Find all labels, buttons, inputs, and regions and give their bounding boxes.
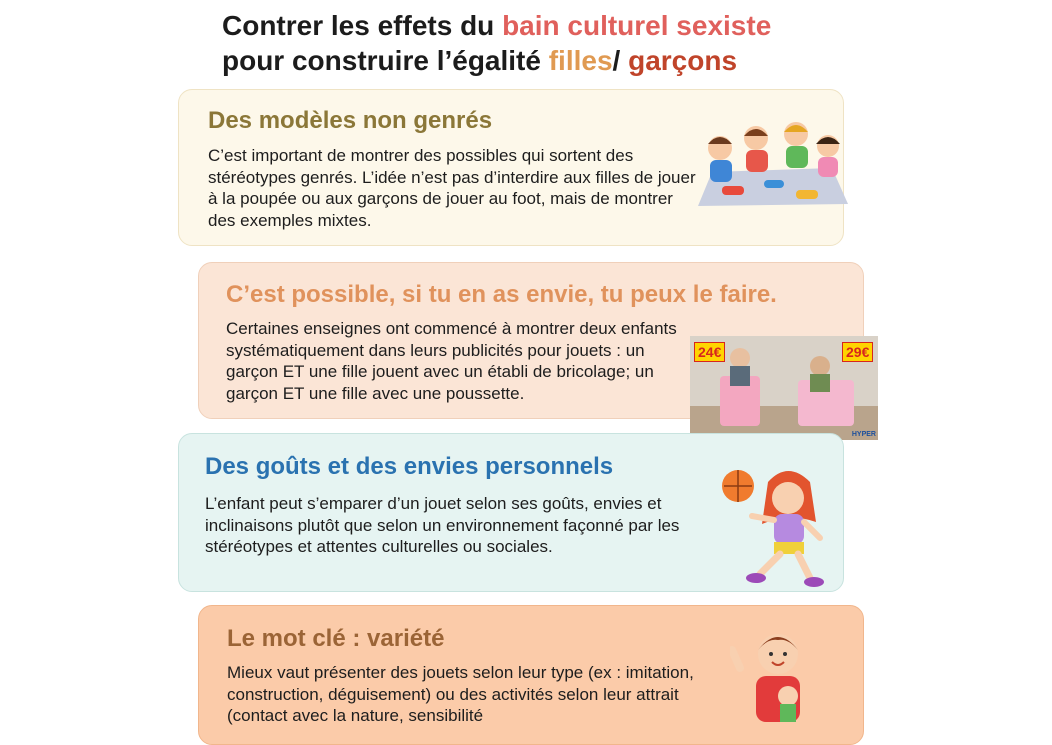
card-body: Mieux vaut présenter des jouets selon leur type (ex : imitation, construction, déguisement) ou des activités selon leur attrait (contact avec la nature, sensibilité [227, 663, 694, 725]
card-body: C’est important de montrer des possibles qui sortent des stéréotypes genrés. L’idée n’est pas d’interdire aux filles de jouer à la poupée ou aux garçons de jouer au foot, mais de montrer des exemples mixtes. [208, 146, 696, 230]
card-body: L’enfant peut s’emparer d’un jouet selon ses goûts, envies et inclinaisons plutôt que selon un environnement façonné par les stéréotypes et attentes culturelles ou sociales. [205, 494, 680, 556]
title-highlight-garcons: garçons [628, 45, 738, 76]
title-text: Contrer les effets du [222, 10, 503, 41]
price-tag-right: 29€ [842, 342, 873, 362]
title-highlight-culture: bain culturel sexiste [502, 10, 772, 41]
card-heading: Des goûts et des envies personnels [205, 453, 614, 480]
price-tag-left: 24€ [694, 342, 725, 362]
children-playing-illustration [692, 112, 850, 208]
card-body: Certaines enseignes ont commencé à montrer deux enfants systématiquement dans leurs publicités pour jouets : un garçon ET une fille jouent avec un établi de bricolage; un garçon ET une fille avec une poussette. [226, 319, 677, 403]
card-heading: C’est possible, si tu en as envie, tu peux le faire. [226, 281, 777, 308]
page-title [222, 8, 771, 78]
title-line-2 [222, 43, 771, 78]
boy-with-doll-illustration [730, 628, 822, 722]
card-heading: Le mot clé : variété [227, 625, 445, 652]
girl-basketball-illustration [716, 462, 836, 588]
brand-label: HYPER [851, 431, 876, 438]
title-separator: / [612, 45, 629, 76]
card-heading: Des modèles non genrés [208, 107, 493, 134]
title-highlight-filles: filles [548, 45, 613, 76]
toy-advert-photo [690, 336, 878, 440]
title-line-1 [222, 8, 771, 43]
title-text: pour construire l’égalité [222, 45, 549, 76]
